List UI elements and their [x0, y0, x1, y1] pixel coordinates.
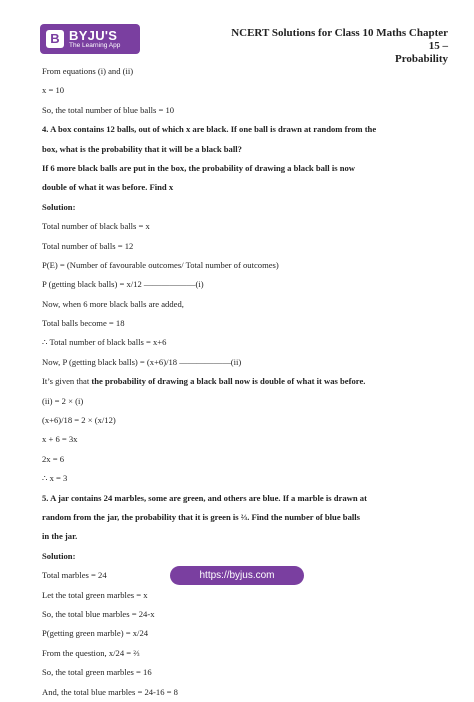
body-line: (ii) = 2 × (i)	[42, 395, 84, 406]
body-line: Total balls become = 18	[42, 318, 125, 329]
question-line: 5. A jar contains 24 marbles, some are green, and others are blue. If a marble is drawn at	[42, 492, 367, 503]
body-line: P (getting black balls) = x/12 ——————(i)	[42, 279, 204, 290]
question-line: double of what it was before. Find x	[42, 182, 174, 193]
body-line-mixed	[42, 372, 452, 391]
document-title	[218, 27, 448, 66]
body-line: 2x = 6	[42, 453, 65, 464]
question-line: If 6 more black balls are put in the box, the probability of drawing a black ball is now	[42, 162, 356, 173]
question-line: box, what is the probability that it will be a black ball?	[42, 143, 242, 154]
question-line: random from the jar, the probability that it is green is ⅔. Find the number of blue balls	[42, 511, 360, 522]
body-line: x = 10	[42, 85, 65, 96]
body-line: x + 6 = 3x	[42, 434, 78, 445]
body-line: Let the total green marbles = x	[42, 589, 148, 600]
body-line: So, the total green marbles = 16	[42, 667, 152, 678]
body-line: Now, when 6 more black balls are added,	[42, 298, 184, 309]
body-line: P(getting green marble) = x/24	[42, 628, 149, 639]
logo-tagline: The Learning App	[69, 41, 121, 49]
logo-name: BYJU'S	[69, 27, 118, 43]
footer-link[interactable]: https://byjus.com	[170, 566, 304, 585]
body-line: Now, P (getting black balls) = (x+6)/18 ——————(ii)	[42, 356, 242, 367]
body-line: From the question, x/24 = ⅔	[42, 647, 140, 658]
body-line: From equations (i) and (ii)	[42, 66, 134, 76]
question-line: 4. A box contains 12 balls, out of which x are black. If one ball is drawn at random from the	[42, 124, 377, 135]
body-line: Total number of black balls = x	[42, 221, 150, 232]
byjus-logo	[40, 24, 140, 54]
body-line: So, the total number of blue balls = 10	[42, 104, 175, 115]
body-line: ∴ Total number of black balls = x+6	[42, 337, 167, 348]
title-line-1: NCERT Solutions for Class 10 Maths Chapter 15 –	[231, 27, 448, 52]
body-line: ∴ x = 3	[42, 473, 68, 484]
logo-mark-icon: B	[46, 30, 64, 48]
body-line: Total marbles = 24	[42, 570, 107, 581]
document-body	[42, 62, 452, 702]
body-line: So, the total blue marbles = 24-x	[42, 608, 155, 619]
body-line: P(E) = (Number of favourable outcomes/ Total number of outcomes)	[42, 259, 279, 270]
solution-heading: Solution:	[42, 201, 76, 212]
body-line: And, the total blue marbles = 24-16 = 8	[42, 686, 178, 697]
body-line-start: It’s given that	[42, 376, 92, 387]
body-line-bold: the probability of drawing a black ball now is double of what it was before.	[91, 376, 366, 387]
question-line: in the jar.	[42, 531, 78, 542]
solution-heading: Solution:	[42, 550, 76, 561]
title-line-2: Probability	[395, 53, 448, 65]
body-line: Total number of balls = 12	[42, 240, 134, 251]
body-line: (x+6)/18 = 2 × (x/12)	[42, 415, 116, 426]
